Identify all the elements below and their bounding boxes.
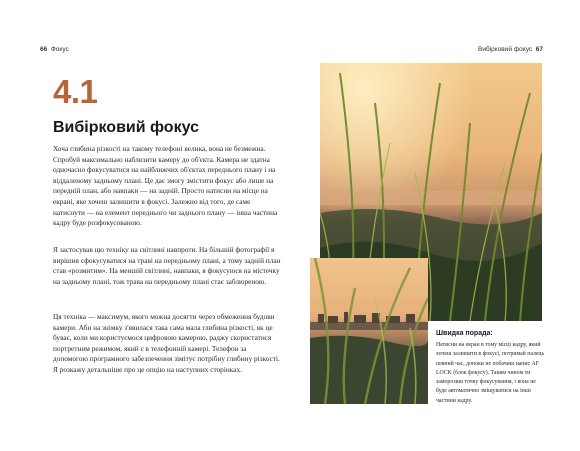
body-paragraph-1: Хоча глибина різкості на такому телефоні велика, вона не безмежна. Спробуй максимально наблизити камеру до об'єкта. Камера не здатна одночасно фокусуватися на найближчих об'єктах переднього плану і на віддаленому задньому плані. Це дає змогу змістити фокус або лише на передній план, або навпаки — на задній. Просто натисни на місце на екрані, яке хочеш залишити в фокусі. Залежно від того, де саме натиснути — на елемент переднього чи заднього плану — інша частина кадру буде розфокусованою. — [53, 144, 278, 228]
left-page-number: 66 — [40, 46, 48, 53]
section-number: 4.1 — [53, 73, 98, 110]
quick-tip-body: Натисни на екран в тому місці кадру, який хочеш залишити в фокусі, потримай палець певний час, допоки не побачиш напис AF LOCK (блок фокусу). Таким чином ти заморозиш точку фокусування, і вона не буде автоматично зміщуватися на інші частини кадру. — [436, 342, 545, 404]
body-paragraph-3: Ця техніка — максимум, якого можна досягти через обмеження будови камери. Аби на знімку з'явилася така сама мала глибина різкості, як це буває, коли ми користуємося цифровою камерою, раджу скористатися портретним режимом, який є в телефонній камері. Телефон за допомогою програмного забезпечення зімітує потрібну глибину різкості. Я розкажу детальніше про це опцію на наступних сторінках. — [53, 312, 280, 374]
left-section-label: Фокус — [50, 46, 69, 53]
header-left — [40, 46, 69, 53]
right-section-label: Вибірковий фокус — [478, 46, 533, 53]
photo-background-town-focus — [310, 258, 428, 404]
header-right — [478, 46, 543, 53]
right-page-number: 67 — [535, 46, 543, 53]
body-paragraph-2: Я застосував цю техніку на світлині навпроти. На більшій фотографії я вирішив сфокусуватися на траві на передньому плані, а тому задній план став «розмитим». На меншій світлині, навпаки, я фокусуюся на містечку на задньому плані, тож трава на передньому плані стає заблюреною. — [53, 245, 281, 286]
quick-tip-title: Швидка порада: — [436, 330, 493, 337]
page-title: Вибірковий фокус — [53, 119, 199, 136]
